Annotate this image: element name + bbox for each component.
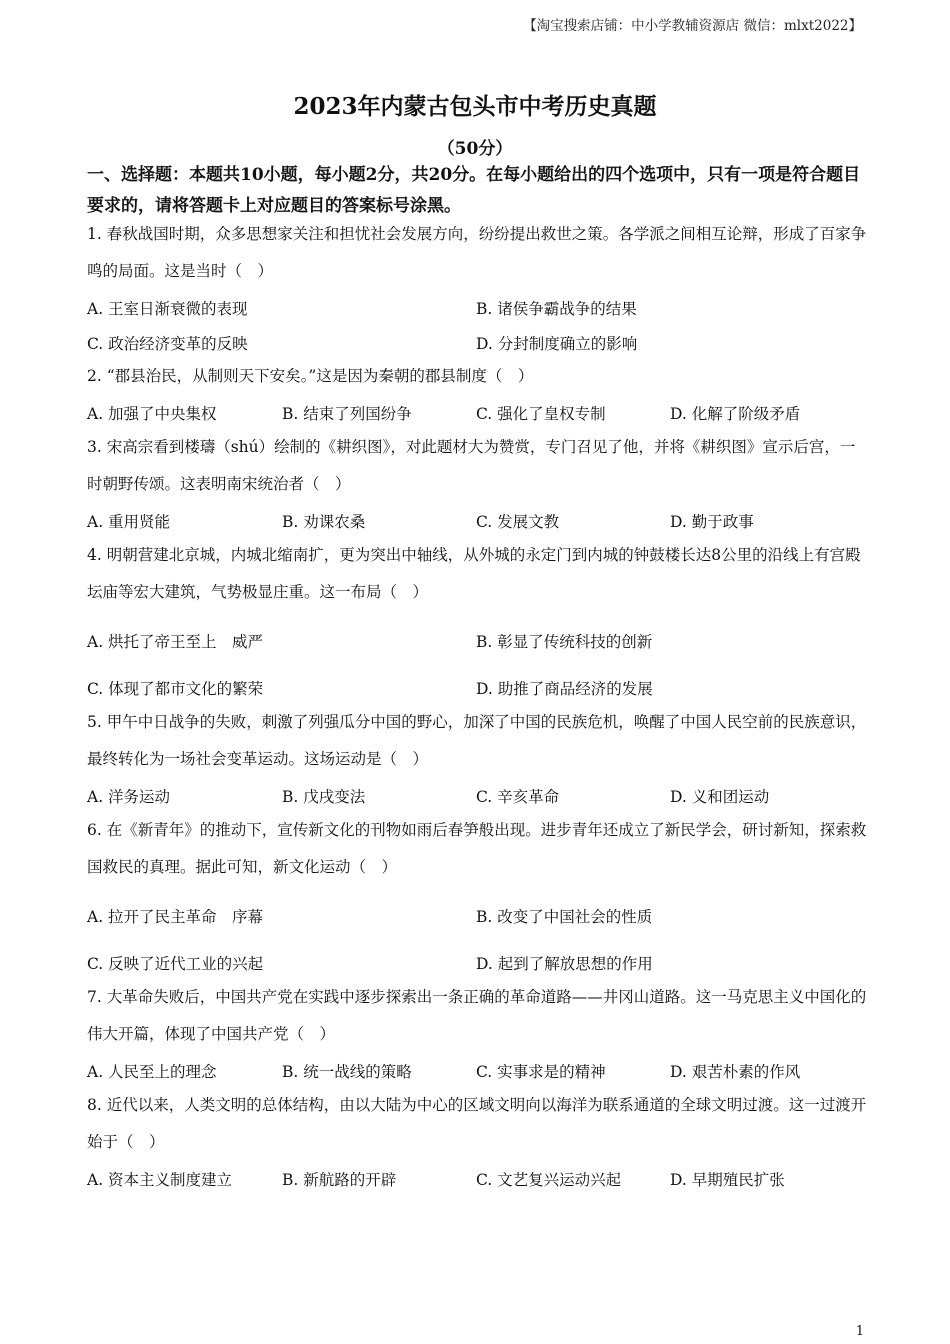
question-5-option-c: C. 辛亥革命 — [476, 788, 560, 806]
question-stem-1: 1. 春秋战国时期，众多思想家关注和担忧社会发展方向，纷纷提出救世之策。各学派之间相互论辩，形成了百家争鸣的局面。这是当时（ ） — [87, 225, 867, 280]
question-7-option-b: B. 统一战线的策略 — [282, 1063, 412, 1081]
page-number: 1 — [855, 1324, 864, 1339]
question-1-option-a: A. 王室日渐衰微的表现 — [87, 300, 248, 318]
section-heading: 一、选择题：本题共10小题，每小题2分，共20分。在每小题给出的四个选项中，只有一项是符合题目要求的，请将答题卡上对应题目的答案标号涂黑。 — [87, 165, 861, 216]
question-stem-6: 6. 在《新青年》的推动下，宣传新文化的刊物如雨后春笋般出现。进步青年还成立了新民学会，研讨新知，探索救国救民的真理。据此可知，新文化运动（ ） — [87, 821, 867, 876]
question-7-option-d: D. 艰苦朴素的作风 — [670, 1063, 801, 1081]
question-7-option-c: C. 实事求是的精神 — [476, 1063, 606, 1081]
question-8-option-c: C. 文艺复兴运动兴起 — [476, 1171, 622, 1189]
question-6-option-a: A. 拉开了民主革命 序幕 — [87, 908, 264, 926]
question-4-option-b: B. 彰显了传统科技的创新 — [476, 633, 653, 651]
question-5-option-a: A. 洋务运动 — [87, 788, 171, 806]
question-2-option-c: C. 强化了皇权专制 — [476, 405, 606, 423]
question-8-option-d: D. 早期殖民扩张 — [670, 1171, 785, 1189]
question-3-option-d: D. 勤于政事 — [670, 513, 754, 531]
question-4-option-d: D. 助推了商品经济的发展 — [476, 680, 653, 698]
question-6-option-b: B. 改变了中国社会的性质 — [476, 908, 653, 926]
question-1-option-d: D. 分封制度确立的影响 — [476, 335, 638, 353]
question-2-option-a: A. 加强了中央集权 — [87, 405, 217, 423]
question-5-option-b: B. 戊戌变法 — [282, 788, 366, 806]
question-3-option-b: B. 劝课农桑 — [282, 513, 366, 531]
question-stem-8: 8. 近代以来，人类文明的总体结构，由以大陆为中心的区域文明向以海洋为联系通道的全球文明过渡。这一过渡开始于（ ） — [87, 1096, 867, 1151]
question-2-option-b: B. 结束了列国纷争 — [282, 405, 412, 423]
page-title: 2023年内蒙古包头市中考历史真题 — [293, 93, 657, 120]
question-4-option-a: A. 烘托了帝王至上 威严 — [87, 633, 264, 651]
question-1-option-b: B. 诸侯争霸战争的结果 — [476, 300, 637, 318]
question-8-option-a: A. 资本主义制度建立 — [87, 1171, 233, 1189]
question-6-option-d: D. 起到了解放思想的作用 — [476, 955, 653, 973]
question-3-option-c: C. 发展文教 — [476, 513, 560, 531]
question-1-option-c: C. 政治经济变革的反映 — [87, 335, 248, 353]
header-note: 【淘宝搜索店铺：中小学教辅资源店 微信：mlxt2022】 — [523, 18, 862, 34]
total-score: （50分） — [437, 139, 513, 159]
question-6-option-c: C. 反映了近代工业的兴起 — [87, 955, 264, 973]
question-stem-4: 4. 明朝营建北京城，内城北缩南扩，更为突出中轴线，从外城的永定门到内城的钟鼓楼长达8公里的沿线上有宫殿坛庙等宏大建筑，气势极显庄重。这一布局（ ） — [87, 546, 861, 601]
question-stem-5: 5. 甲午中日战争的失败，刺激了列强瓜分中国的野心，加深了中国的民族危机，唤醒了中国人民空前的民族意识，最终转化为一场社会变革运动。这场运动是（ ） — [87, 713, 867, 768]
question-3-option-a: A. 重用贤能 — [87, 513, 171, 531]
question-5-option-d: D. 义和团运动 — [670, 788, 770, 806]
question-4-option-c: C. 体现了都市文化的繁荣 — [87, 680, 264, 698]
question-stem-7: 7. 大革命失败后，中国共产党在实践中逐步探索出一条正确的革命道路——井冈山道路。这一马克思主义中国化的伟大开篇，体现了中国共产党（ ） — [87, 988, 867, 1043]
question-stem-3: 3. 宋高宗看到楼璹（shú）绘制的《耕织图》，对此题材大为赞赏，专门召见了他，并将《耕织图》宣示后宫，一时朝野传颂。这表明南宋统治者（ ） — [87, 438, 856, 493]
question-7-option-a: A. 人民至上的理念 — [87, 1063, 217, 1081]
question-8-option-b: B. 新航路的开辟 — [282, 1171, 397, 1189]
question-stem-2: 2. “郡县治民，从制则天下安矣。”这是因为秦朝的郡县制度（ ） — [87, 367, 534, 385]
question-2-option-d: D. 化解了阶级矛盾 — [670, 405, 801, 423]
